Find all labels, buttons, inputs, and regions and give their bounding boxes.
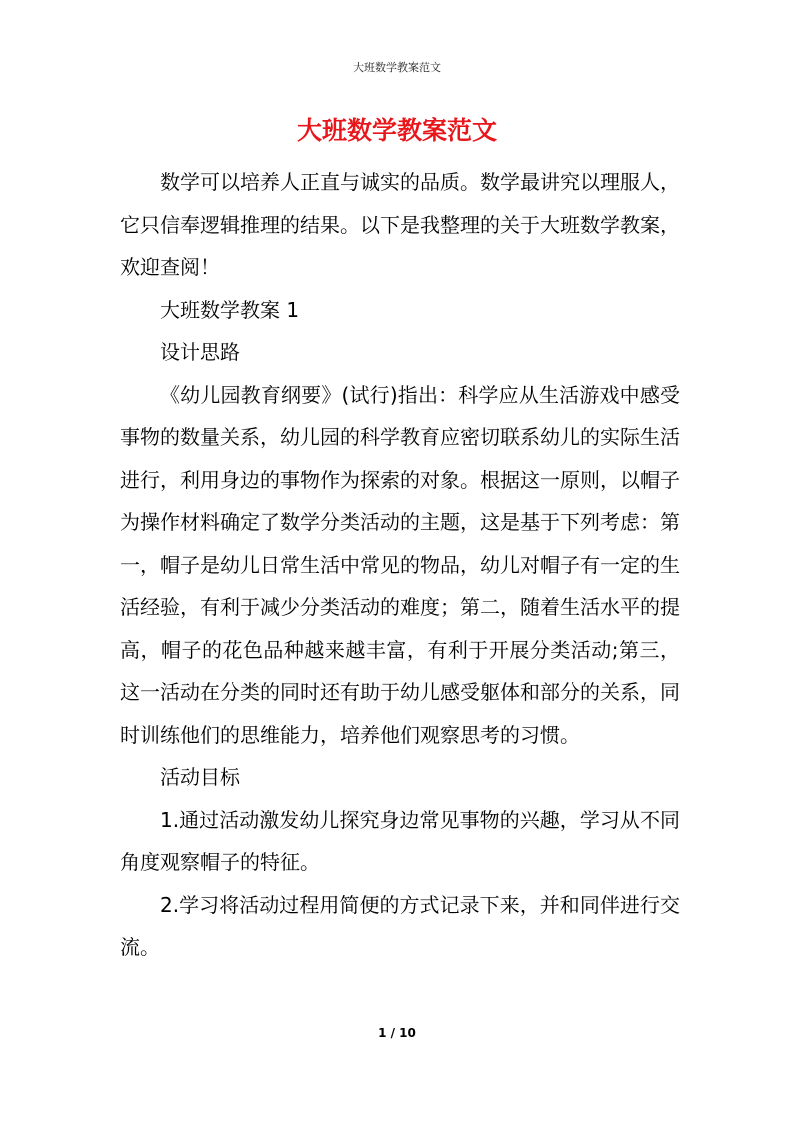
- section-heading-objectives: 活动目标: [160, 765, 240, 789]
- page-number: 1 / 10: [378, 1026, 416, 1040]
- section-heading-lesson-1: 大班数学教案 1: [160, 297, 300, 322]
- objective-item-1: 1.通过活动激发幼儿探究身边常见事物的兴趣，学习从不同角度观察帽子的特征。: [120, 807, 680, 874]
- document-body: [120, 161, 680, 969]
- objective-item-2: 2.学习将活动过程用简便的方式记录下来，并和同伴进行交流。: [120, 892, 680, 959]
- design-ideas-paragraph: 《幼儿园教育纲要》(试行)指出：科学应从生活游戏中感受事物的数量关系，幼儿园的科学教育应密切联系幼儿的实际生活进行，利用身边的事物作为探索的对象。根据这一原则，以帽子为操作材料确定了数学分类活动的主题，这是基于下列考虑：第一，帽子是幼儿日常生活中常见的物品，幼儿对帽子有一定的生活经验，有利于减少分类活动的难度；第二，随着生活水平的提高，帽子的花色品种越来越丰富，有利于开展分类活动;第三，这一活动在分类的同时还有助于幼儿感受躯体和部分的关系，同时训练他们的思维能力，培养他们观察思考的习惯。: [120, 382, 680, 747]
- intro-paragraph: 数学可以培养人正直与诚实的品质。数学最讲究以理服人，它只信奉逻辑推理的结果。以下是我整理的关于大班数学教案，欢迎查阅！: [120, 170, 680, 279]
- document-title: 大班数学教案范文: [296, 116, 497, 145]
- running-header: 大班数学教案范文: [353, 61, 441, 74]
- section-heading-design-ideas: 设计思路: [160, 340, 240, 364]
